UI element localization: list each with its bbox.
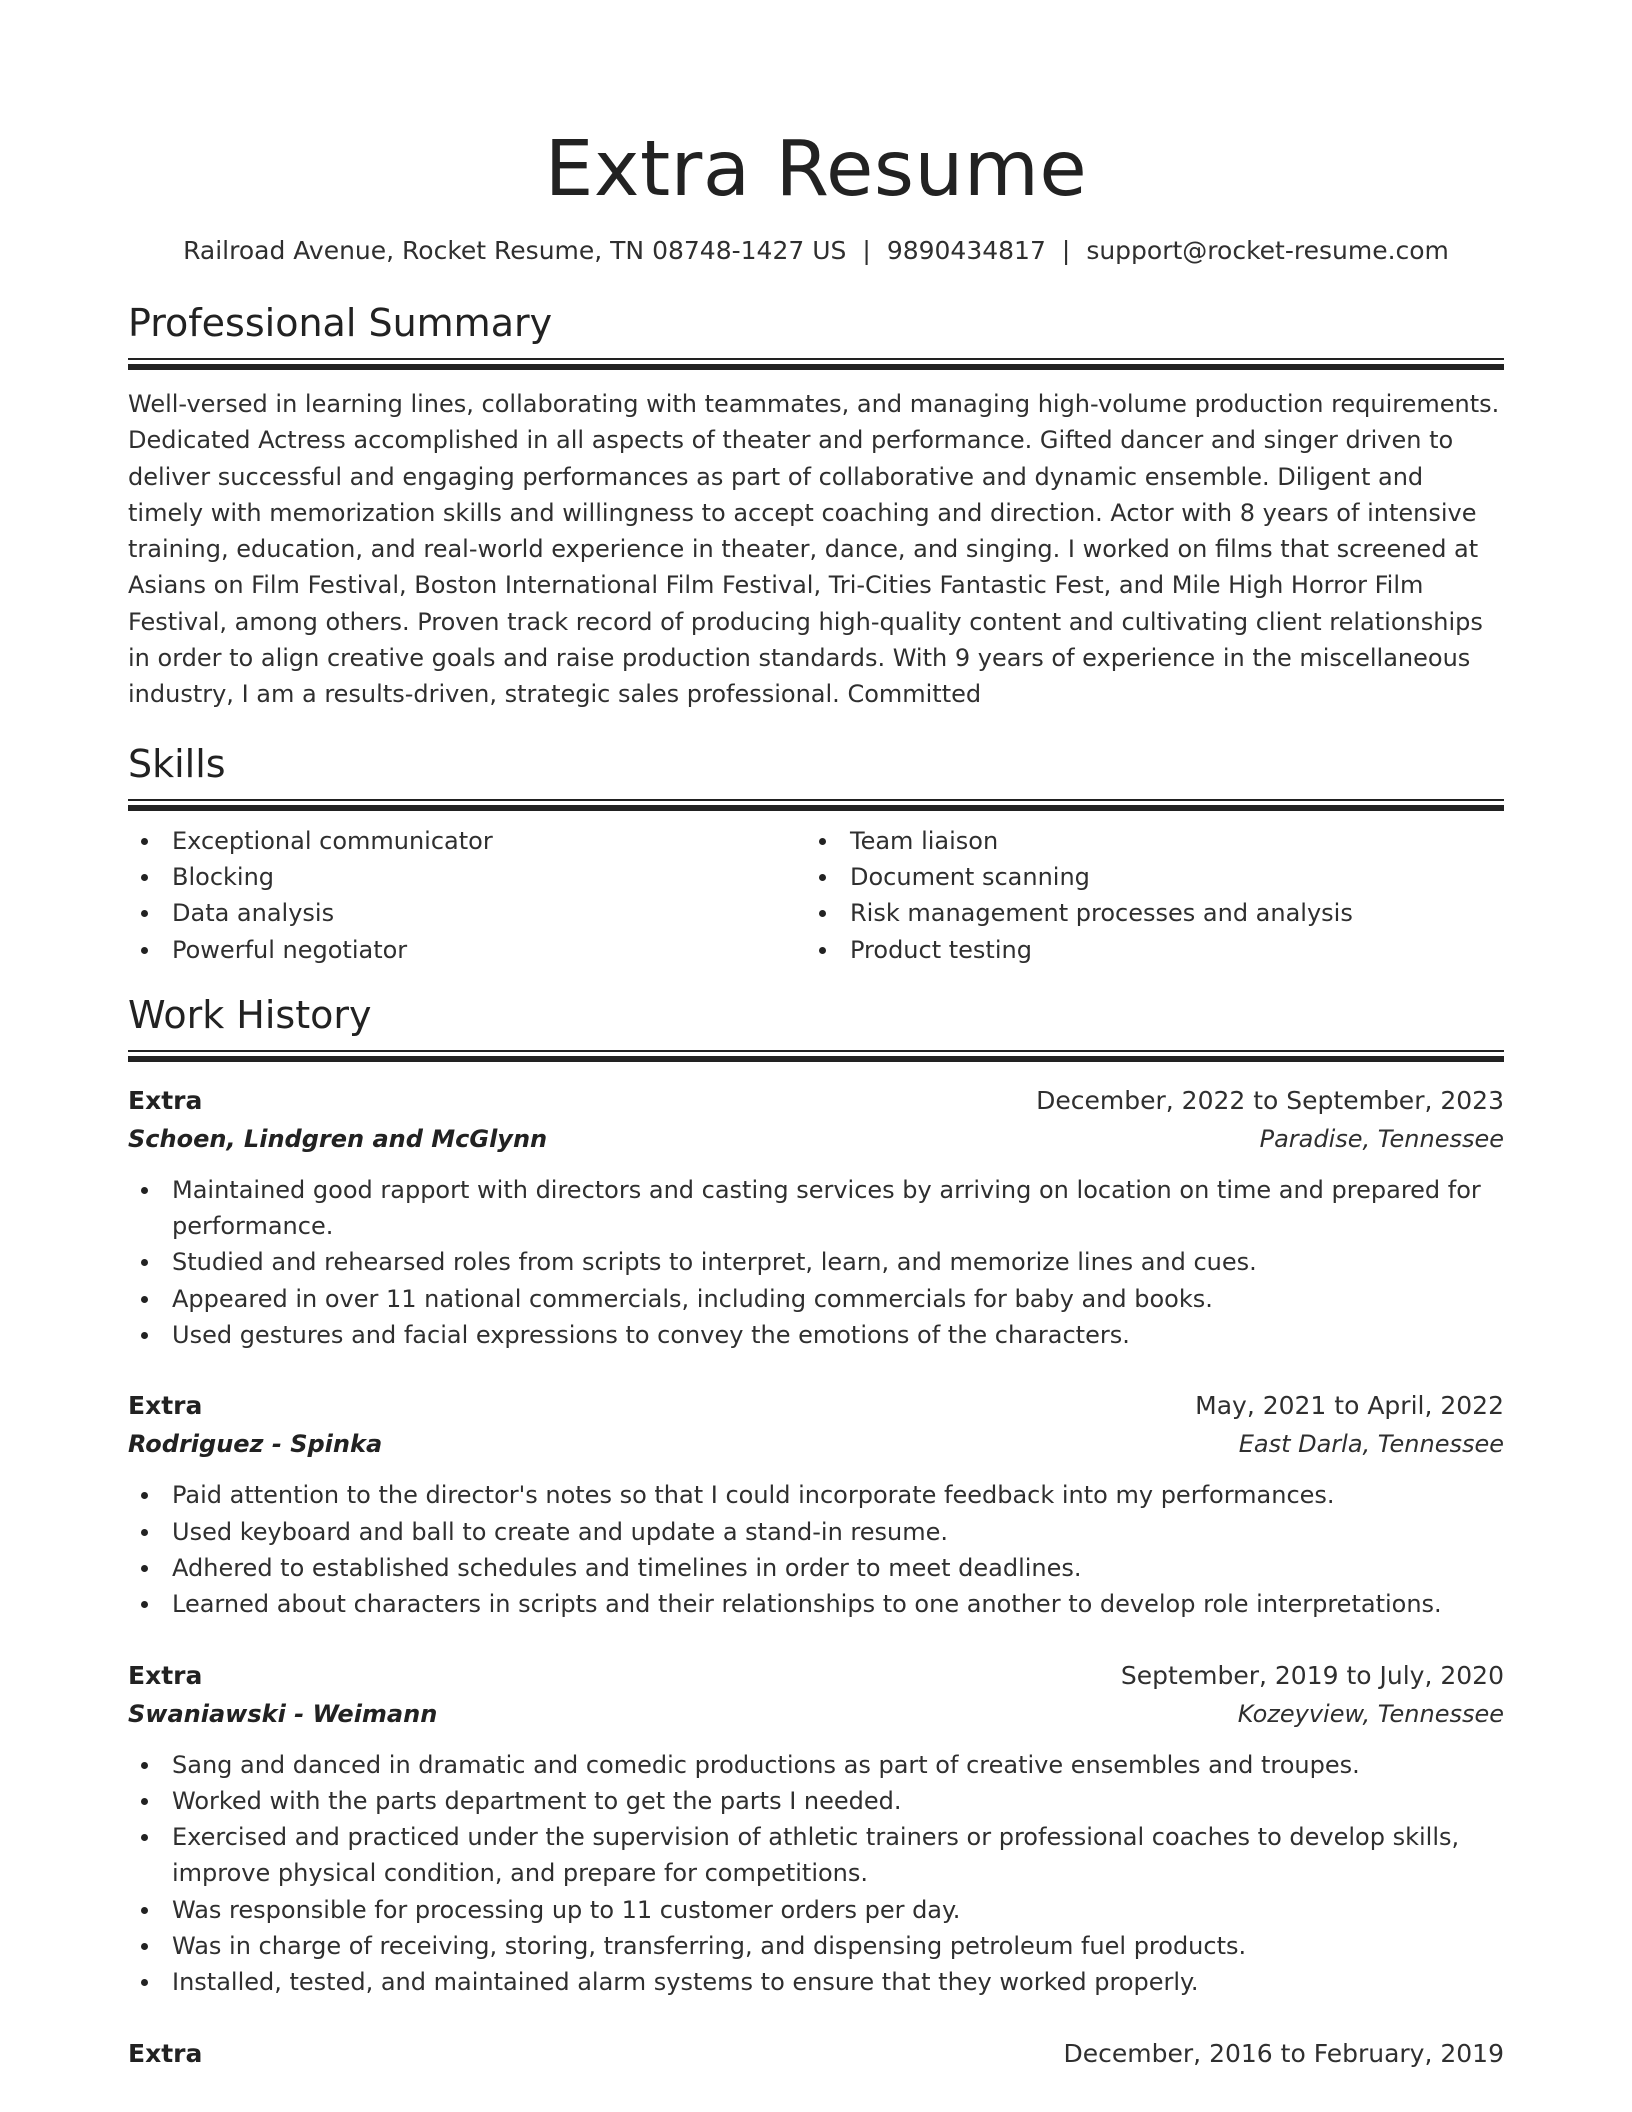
job-entry <box>128 1657 1504 2001</box>
job-subheader <box>128 1695 1504 1733</box>
job-duty: Was responsible for processing up to 11 customer orders per day. <box>128 1892 1504 1928</box>
job-subheader <box>128 1425 1504 1463</box>
skill-item: Risk management processes and analysis <box>806 895 1484 931</box>
skills-column-left <box>128 823 806 968</box>
contact-separator: | <box>862 236 871 265</box>
job-dates: September, 2019 to July, 2020 <box>1120 1660 1504 1690</box>
section-title-work-history: Work History <box>128 992 372 1037</box>
candidate-name: Extra Resume <box>544 125 1088 214</box>
section-divider <box>128 799 1504 811</box>
skills-list <box>128 823 1504 968</box>
job-duty: Learned about characters in scripts and their relationships to one another to develop role interpretations. <box>128 1586 1504 1622</box>
section-divider <box>128 358 1504 370</box>
job-company: Swaniawski - Weimann <box>128 1699 438 1728</box>
skill-item: Data analysis <box>128 895 806 931</box>
job-duty: Maintained good rapport with directors and casting services by arriving on location on time and prepared for performance. <box>128 1172 1504 1245</box>
job-duty: Sang and danced in dramatic and comedic productions as part of creative ensembles and troupes. <box>128 1747 1504 1783</box>
job-location: East Darla, Tennessee <box>1238 1430 1504 1459</box>
skill-item: Team liaison <box>806 823 1484 859</box>
resume-page <box>128 0 1504 2073</box>
skill-item: Powerful negotiator <box>128 932 806 968</box>
job-dates: December, 2016 to February, 2019 <box>1063 2038 1504 2068</box>
job-entry <box>128 2035 1504 2073</box>
section-title-skills: Skills <box>128 741 226 786</box>
section-divider <box>128 1050 1504 1062</box>
job-title: Extra <box>128 1085 203 1115</box>
skill-item: Document scanning <box>806 859 1484 895</box>
job-location: Kozeyview, Tennessee <box>1237 1699 1504 1728</box>
job-duty: Used keyboard and ball to create and update a stand-in resume. <box>128 1514 1504 1550</box>
job-header <box>128 1082 1504 1120</box>
job-header <box>128 1657 1504 1695</box>
job-header <box>128 1387 1504 1425</box>
job-entry <box>128 1082 1504 1353</box>
contact-phone: 9890434817 <box>886 236 1046 265</box>
job-duty: Appeared in over 11 national commercials, including commercials for baby and books. <box>128 1281 1504 1317</box>
contact-separator: | <box>1061 236 1071 265</box>
job-company: Schoen, Lindgren and McGlynn <box>128 1124 548 1153</box>
job-duty: Adhered to established schedules and timelines in order to meet deadlines. <box>128 1550 1504 1586</box>
job-title: Extra <box>128 2038 203 2068</box>
job-header <box>128 2035 1504 2073</box>
job-entry <box>128 1387 1504 1622</box>
job-duty: Was in charge of receiving, storing, transferring, and dispensing petroleum fuel products. <box>128 1928 1504 1964</box>
job-duty: Used gestures and facial expressions to convey the emotions of the characters. <box>128 1317 1504 1353</box>
job-duty: Installed, tested, and maintained alarm systems to ensure that they worked properly. <box>128 1964 1504 2000</box>
skill-item: Exceptional communicator <box>128 823 806 859</box>
job-dates: May, 2021 to April, 2022 <box>1195 1391 1504 1421</box>
skills-column-right <box>806 823 1484 968</box>
job-title: Extra <box>128 1391 203 1421</box>
job-dates: December, 2022 to September, 2023 <box>1036 1085 1504 1115</box>
job-duty: Worked with the parts department to get the parts I needed. <box>128 1783 1504 1819</box>
job-duty: Paid attention to the director's notes so that I could incorporate feedback into my performances. <box>128 1477 1504 1513</box>
job-duties <box>128 1172 1504 1353</box>
skill-item: Product testing <box>806 932 1484 968</box>
job-duty: Studied and rehearsed roles from scripts to interpret, learn, and memorize lines and cues. <box>128 1244 1504 1280</box>
job-location: Paradise, Tennessee <box>1259 1124 1504 1153</box>
job-duty: Exercised and practiced under the supervision of athletic trainers or professional coaches to develop skills, improve physical condition, and prepare for competitions. <box>128 1819 1504 1892</box>
job-title: Extra <box>128 1660 203 1690</box>
job-duties <box>128 1477 1504 1622</box>
job-company: Rodriguez - Spinka <box>128 1430 383 1459</box>
summary-text: Well-versed in learning lines, collaborating with teammates, and managing high-volume production requirements. Dedicated Actress accomplished in all aspects of theater and performance. Gifted dancer and singer driven to deliver successful and engaging performances as part of collaborative and dynamic ensemble. Diligent and timely with memorization skills and willingness to accept coaching and direction. Actor with 8 years of intensive training, education, and real-world experience in theater, dance, and singing. I worked on films that screened at Asians on Film Festival, Boston International Film Festival, Tri-Cities Fantastic Fest, and Mile High Horror Film Festival, among others. Proven track record of producing high-quality content and cultivating client relationships in order to align creative goals and raise production standards. With 9 years of experience in the miscellaneous industry, I am a results-driven, strategic sales professional. Committed <box>128 390 1500 709</box>
contact-line <box>128 234 1504 268</box>
job-duties <box>128 1747 1504 2001</box>
contact-email[interactable]: support@rocket-resume.com <box>1086 236 1449 265</box>
job-subheader <box>128 1120 1504 1158</box>
section-title-summary: Professional Summary <box>128 301 553 345</box>
contact-address: Railroad Avenue, Rocket Resume, TN 08748-1427 US <box>183 236 847 265</box>
skill-item: Blocking <box>128 859 806 895</box>
